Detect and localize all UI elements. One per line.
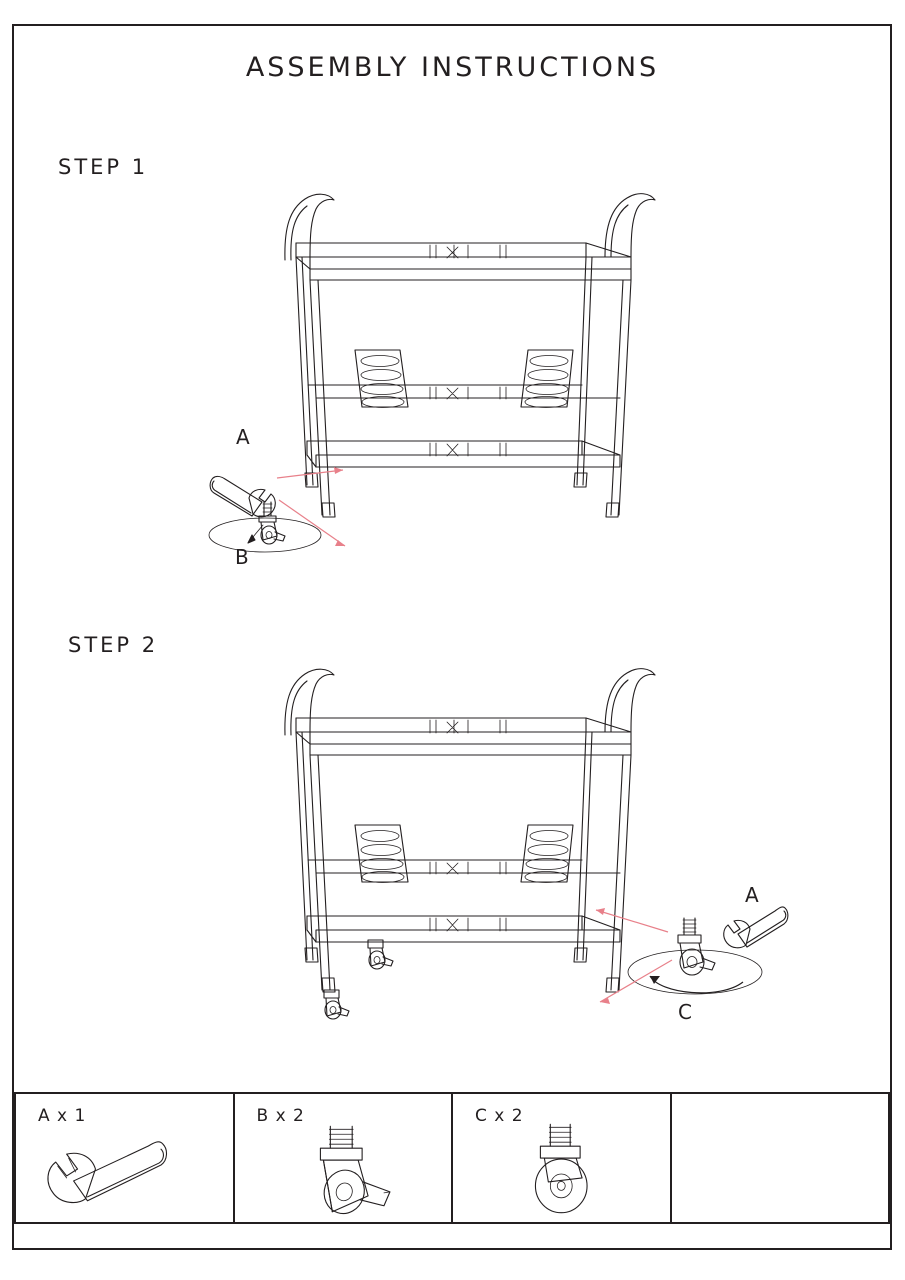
legend-cell-a bbox=[16, 1094, 235, 1222]
legend-label-a: A x 1 bbox=[38, 1106, 87, 1126]
legend-cell-empty bbox=[672, 1094, 889, 1222]
legend-cell-b bbox=[235, 1094, 454, 1222]
legend-label-b: B x 2 bbox=[256, 1106, 305, 1126]
page-title: ASSEMBLY INSTRUCTIONS bbox=[245, 52, 660, 83]
step-1-label: STEP 1 bbox=[58, 155, 149, 179]
legend-label-c: C x 2 bbox=[475, 1106, 524, 1126]
caster-brake-icon bbox=[235, 1122, 452, 1222]
step-2-callout-group bbox=[580, 880, 810, 1030]
step-1-callout-B-letter: B bbox=[235, 545, 249, 569]
caster-plain-icon bbox=[453, 1122, 670, 1222]
step-2-callout-C-letter: C bbox=[678, 1000, 692, 1024]
step-2-label: STEP 2 bbox=[68, 633, 159, 657]
wrench-icon bbox=[16, 1122, 233, 1222]
step-2-callout-A-letter: A bbox=[745, 883, 759, 907]
legend-cell-c bbox=[453, 1094, 672, 1222]
installed-caster-front-left bbox=[324, 990, 349, 1019]
step-1-callout-A-letter: A bbox=[236, 425, 250, 449]
step-1-callout-group bbox=[195, 440, 395, 580]
step-1-B-leader bbox=[236, 523, 276, 553]
parts-legend bbox=[14, 1092, 890, 1224]
installed-caster-back-left bbox=[368, 940, 393, 969]
